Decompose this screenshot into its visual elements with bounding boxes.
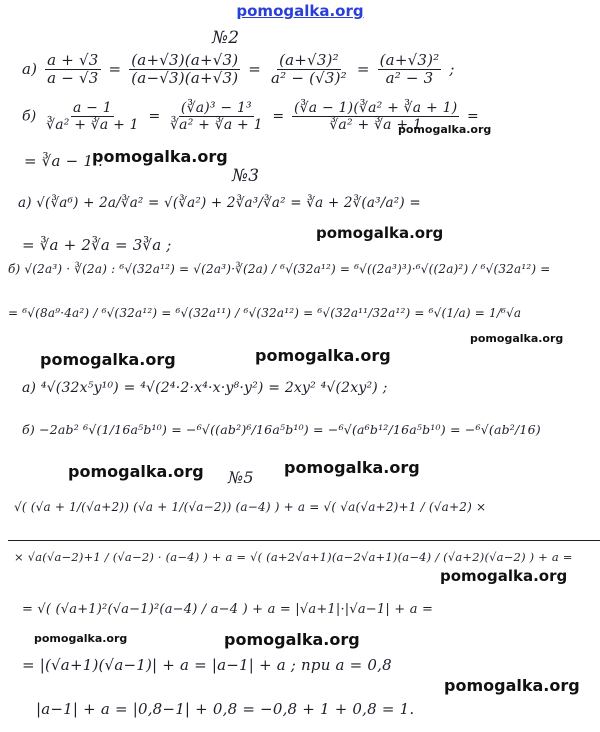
fraction-5	[44, 100, 141, 133]
problem-3b-line: б) √(2a³) · ∛(2a) : ⁶√(32a¹²) = √(2a³)·∛(2a) / ⁶√(32a¹²) = ⁶√((2a³)³)·⁶√((2a)²) / ⁶√(32a¹²) =	[8, 262, 551, 276]
problem-5-line-5: |a−1| + a = |0,8−1| + 0,8 = −0,8 + 1 + 0,8 = 1.	[36, 700, 415, 718]
watermark: pomogalka.org	[34, 632, 128, 645]
label-b: б)	[22, 108, 37, 125]
problem-4a-line: а) ⁴√(32x⁵y¹⁰) = ⁴√(2⁴·2·x⁴·x·y⁸·y²) = 2xy² ⁴√(2xy²) ;	[22, 380, 388, 396]
problem-2b-line: б) $\frac{a - 1}{\text{∛a² + ∛a + 1}}$ = $\frac{\text{(∛a)³ − 1³}}{\text{∛a² + ∛a + 1}}$ = $\frac{\text{(∛a − 1)(∛a² + ∛a + 1)}}{\text{∛a² + ∛a + 1}}$ =	[22, 100, 479, 134]
fraction-6-denominator: ∛a² + ∛a + 1	[170, 117, 263, 134]
problem-5-line-4: = |(√a+1)(√a−1)| + a = |a−1| + a ; при a = 0,8	[22, 656, 392, 674]
section-number-5: №5	[228, 468, 254, 487]
fraction-2	[129, 52, 240, 88]
fraction-5-numerator: a − 1	[72, 100, 112, 116]
fraction-1-numerator: a + √3	[47, 51, 99, 69]
section-number-3: №3	[232, 166, 260, 186]
fraction-4-denominator: a² − 3	[385, 69, 434, 88]
fraction-1-denominator: a − √3	[47, 69, 99, 88]
fraction-1	[45, 52, 100, 88]
fraction-5-denominator: ∛a² + ∛a + 1	[46, 117, 139, 134]
fraction-6-numerator: (∛a)³ − 1³	[180, 100, 252, 116]
fraction-2-denominator: (a−√3)(a+√3)	[131, 69, 239, 88]
fraction-7-numerator: (∛a − 1)(∛a² + ∛a + 1)	[293, 100, 458, 116]
problem-4b-line: б) −2ab² ⁶√(1/16a⁵b¹⁰) = −⁶√((ab²)⁶/16a⁵b¹⁰) = −⁶√(a⁶b¹²/16a⁵b¹⁰) = −⁶√(ab²/16)	[22, 422, 541, 437]
watermark: pomogalka.org	[440, 567, 568, 585]
problem-5-line-2: × √a(√a−2)+1 / (√a−2) · (a−4) ) + a = √( (a+2√a+1)(a−2√a+1)(a−4) / (√a+2)(√a−2) ) + a =	[14, 550, 573, 564]
watermark: pomogalka.org	[316, 224, 444, 242]
fraction-bar	[8, 540, 600, 541]
fraction-3-numerator: (a+√3)²	[279, 51, 339, 69]
watermark: pomogalka.org	[68, 462, 204, 481]
fraction-2-numerator: (a+√3)(a+√3)	[131, 51, 239, 69]
watermark: pomogalka.org	[284, 458, 420, 477]
watermark: pomogalka.org	[470, 332, 564, 345]
problem-5-line-3: = √( (√a+1)²(√a−1)²(a−4) / a−4 ) + a = |√a+1|·|√a−1| + a =	[22, 602, 434, 617]
fraction-4-numerator: (a+√3)²	[379, 51, 440, 69]
watermark: pomogalka.org	[92, 147, 228, 166]
problem-3a-line: а) √(∛a⁶) + 2a/∛a² = √(∛a²) + 2∛a³/∛a² = ∛a + 2∛(a³/a²) =	[18, 195, 421, 211]
problem-2a-line: а) $\frac{a + √3}{a - √3}$ = $\frac{(a+√3)(a+√3)}{(a-√3)(a+√3)}$ = $\frac{\text{(a+√3)²}}{\text{a² − (√3)²}}$ = $\frac{\text{(a+√3)²}}{\text{a² − 3}}$ ;	[22, 51, 455, 88]
problem-3a-result: = ∛a + 2∛a = 3∛a ;	[22, 236, 172, 254]
watermark: pomogalka.org	[224, 630, 360, 649]
fraction-6	[168, 100, 265, 133]
site-header-link[interactable]: pomogalka.org	[236, 2, 364, 20]
fraction-7-denominator: ∛a² + ∛a + 1	[329, 117, 423, 134]
fraction-3	[269, 52, 349, 88]
watermark: pomogalka.org	[444, 676, 580, 695]
problem-5-line-1: √( (√a + 1/(√a+2)) (√a + 1/(√a−2)) (a−4) ) + a = √( √a(√a+2)+1 / (√a+2) ×	[14, 500, 487, 514]
label-a: а)	[22, 59, 38, 78]
watermark: pomogalka.org	[398, 123, 492, 136]
section-number-2: №2	[212, 28, 240, 48]
fraction-3-denominator: a² − (√3)²	[271, 69, 347, 88]
problem-3b-result: = ⁶√(8a⁹·4a²) / ⁶√(32a¹²) = ⁶√(32a¹¹) / ⁶√(32a¹²) = ⁶√(32a¹¹/32a¹²) = ⁶√(1/a) = 1/⁶√a	[8, 306, 522, 320]
fraction-4	[378, 52, 442, 88]
watermark: pomogalka.org	[40, 350, 176, 369]
problem-2b-result: = ∛a − 1 .	[24, 152, 104, 170]
watermark: pomogalka.org	[255, 346, 391, 365]
